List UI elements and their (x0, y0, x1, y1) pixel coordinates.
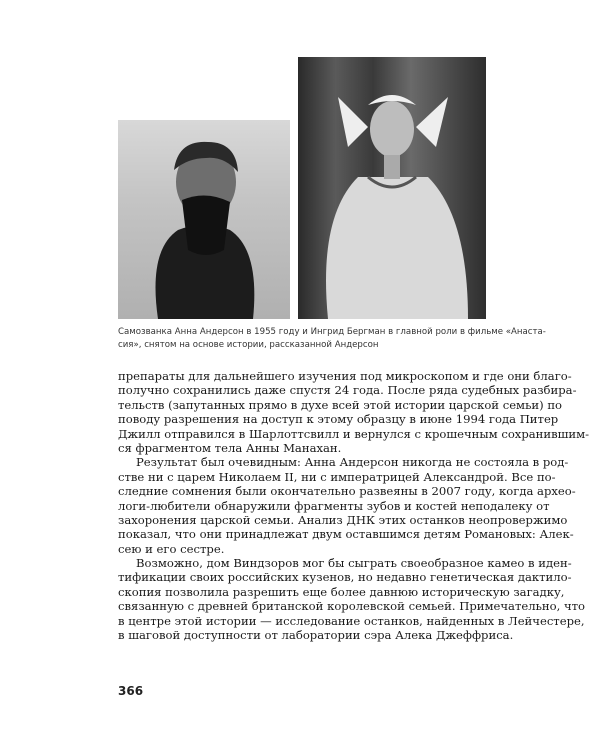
photo-portrait-woman-tiara-gown-icon (298, 57, 486, 319)
text-line: получно сохранились даже спустя 24 года. После ряда судебных разбира- (118, 383, 577, 398)
text-line: тификации своих российских кузенов, но недавно генетическая дактило- (118, 570, 572, 585)
text-line: ся фрагментом тела Анны Манахан. (118, 440, 342, 455)
text-line: захоронения царской семьи. Анализ ДНК этих останков неопровержимо (118, 512, 568, 527)
caption-line: сия», снятом на основе истории, рассказанной Андерсон (118, 340, 379, 350)
text-line: препараты для дальнейшего изучения под микроскопом и где они благо- (118, 369, 572, 383)
text-line: связанную с древней британской королевской семьей. Примечательно, что (118, 599, 586, 614)
text-line: Результат был очевидным: Анна Андерсон никогда не состояла в род- (136, 455, 569, 470)
text-line: стве ни с царем Николаем II, ни с императрицей Александрой. Все по- (118, 469, 556, 484)
photo-ingrid-bergman (298, 57, 486, 319)
text-line: скопия позволила разрешить еще более давнюю историческую загадку, (118, 584, 565, 599)
text-line: Возможно, дом Виндзоров мог бы сыграть своеобразное камео в иден- (136, 556, 572, 571)
text-line: в центре этой истории — исследование останков, найденных в Лейчестере, (118, 613, 585, 628)
body-text (118, 369, 590, 643)
photo-anna-anderson (118, 120, 290, 319)
text-line: тельств (запутанных прямо в духе всей этой истории царской семьи) по (118, 397, 563, 412)
photo-portrait-woman-gloved-hands-icon (118, 120, 290, 319)
page-number: 366 (118, 684, 144, 698)
text-line: поводу разрешения на доступ к этому образцу в июне 1994 года Питер (118, 412, 559, 427)
text-line: логи-любители обнаружили фрагменты зубов и костей неподалеку от (118, 498, 550, 513)
caption-line: Самозванка Анна Андерсон в 1955 году и Ингрид Бергман в главной роли в фильме «Анаста- (118, 327, 546, 337)
text-line: показал, что они принадлежат двум оставшимся детям Романовых: Алек- (118, 527, 574, 542)
text-line: в шаговой доступности от лаборатории сэра Алека Джеффриса. (118, 628, 514, 643)
text-line: сею и его сестре. (118, 541, 225, 556)
text-line: следние сомнения были окончательно развеяны в 2007 году, когда архео- (118, 484, 576, 499)
figure-caption (118, 326, 546, 352)
text-line: Джилл отправился в Шарлоттсвилл и вернулся с крошечным сохранившим- (118, 426, 590, 441)
